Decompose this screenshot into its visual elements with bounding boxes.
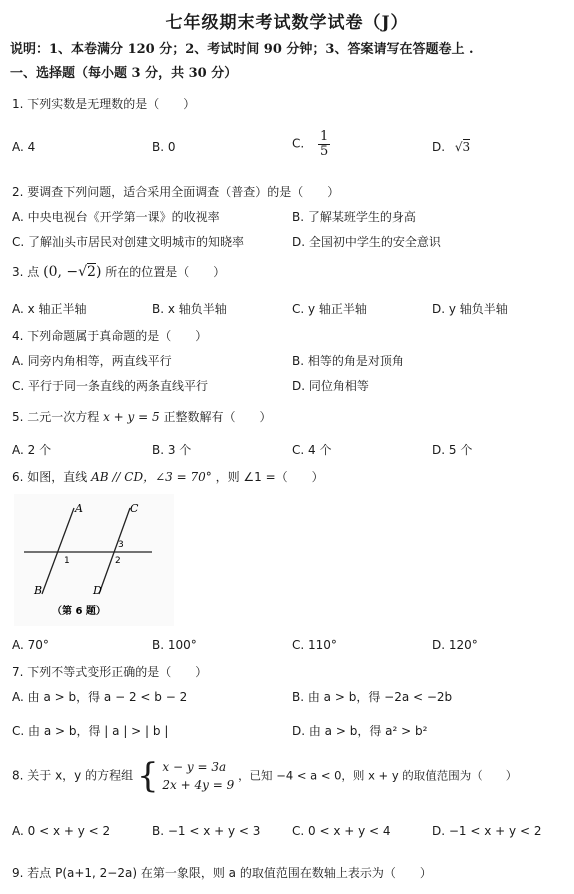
q5-option-d: D. 5 个 — [432, 443, 473, 457]
q4-option-d: D. 同位角相等 — [292, 379, 369, 393]
radicand: 3 — [462, 140, 471, 154]
label-a: A — [75, 502, 83, 515]
system-brace: { — [136, 756, 159, 796]
q1-option-c — [292, 130, 330, 158]
question-8-stem — [12, 758, 517, 794]
q1-option-b: B. 0 — [152, 140, 176, 154]
point-x-part: 0, − — [48, 264, 79, 280]
q1-option-c-label: C. — [292, 136, 305, 151]
q7-option-d: D. 由 a > b，得 a² > b² — [292, 724, 428, 738]
exam-notes: 说明：1、本卷满分 120 分；2、考试时间 90 分钟；3、答案请写在答题卷上 . — [10, 42, 474, 57]
q3-option-d: D. y 轴负半轴 — [432, 302, 508, 316]
section-heading: 一、选择题（每小题 3 分，共 30 分） — [10, 66, 238, 81]
label-d: D — [93, 584, 102, 597]
q6-option-a: A. 70° — [12, 638, 49, 652]
q6-option-b: B. 100° — [152, 638, 197, 652]
q4-option-c: C. 平行于同一条直线的两条直线平行 — [12, 379, 209, 393]
q3-option-b: B. x 轴负半轴 — [152, 302, 227, 316]
q4-option-a: A. 同旁内角相等，两直线平行 — [12, 354, 172, 368]
q6-stem-prefix: 6. 如图，直线 — [12, 470, 88, 484]
q2-option-b: B. 了解某班学生的身高 — [292, 210, 416, 224]
q1-option-a: A. 4 — [12, 140, 36, 154]
question-3-stem — [12, 263, 225, 280]
equation-1: x − y = 3a — [162, 760, 227, 774]
question-4-stem: 4. 下列命题属于真命题的是（ ） — [12, 329, 208, 343]
q5-option-c: C. 4 个 — [292, 443, 332, 457]
q4-option-b: B. 相等的角是对顶角 — [292, 354, 404, 368]
q5-equation: x + y = 5 — [103, 410, 160, 424]
q3-stem-suffix: 所在的位置是（ ） — [105, 265, 226, 279]
q8-stem-suffix: ，已知 −4 < a < 0，则 x + y 的取值范围为（ ） — [238, 768, 518, 783]
q2-option-c: C. 了解汕头市居民对创建文明城市的知晓率 — [12, 235, 245, 249]
q8-stem-prefix: 8. 关于 x，y 的方程组 — [12, 768, 134, 783]
page-title: 七年级期末考试数学试卷（J） — [165, 13, 409, 33]
angle-2-label: 2 — [115, 556, 121, 566]
fraction — [318, 130, 330, 158]
question-6-stem — [12, 468, 324, 485]
q8-option-a: A. 0 < x + y < 2 — [12, 824, 111, 838]
equation-system — [162, 758, 234, 794]
q7-option-b: B. 由 a > b，得 −2a < −2b — [292, 690, 453, 704]
q6-option-d: D. 120° — [432, 638, 478, 652]
label-c: C — [130, 502, 139, 515]
equation-2: 2x + 4y = 9 — [162, 778, 235, 792]
figure-caption: （第 6 题） — [52, 606, 106, 617]
q8-option-b: B. −1 < x + y < 3 — [152, 824, 261, 838]
q8-option-c: C. 0 < x + y < 4 — [292, 824, 391, 838]
q5-stem-suffix: 正整数解有（ ） — [163, 410, 272, 424]
question-7-stem: 7. 下列不等式变形正确的是（ ） — [12, 665, 208, 679]
question-1-stem: 1. 下列实数是无理数的是（ ） — [12, 97, 196, 111]
q7-option-a: A. 由 a > b，得 a − 2 < b − 2 — [12, 690, 188, 704]
q2-option-a: A. 中央电视台《开学第一课》的收视率 — [12, 210, 220, 224]
q3-stem-prefix: 3. 点 — [12, 265, 40, 279]
q5-stem-prefix: 5. 二元一次方程 — [12, 410, 100, 424]
q3-option-c: C. y 轴正半轴 — [292, 302, 367, 316]
angle-3-label: 3 — [118, 540, 124, 550]
q1-option-d-label: D. — [432, 140, 446, 154]
q1-option-d — [432, 140, 470, 154]
q5-option-a: A. 2 个 — [12, 443, 52, 457]
question-2-stem: 2. 要调查下列问题，适合采用全面调查（普查）的是（ ） — [12, 185, 340, 199]
angle-1-label: 1 — [64, 556, 70, 566]
question-9-stem: 9. 若点 P(a+1, 2−2a) 在第一象限，则 a 的取值范围在数轴上表示为（ ） — [12, 866, 432, 880]
q7-option-c: C. 由 a > b，得 | a | > | b | — [12, 724, 169, 738]
q5-option-b: B. 3 个 — [152, 443, 192, 457]
q2-option-d: D. 全国初中学生的安全意识 — [292, 235, 441, 249]
question-5-stem — [12, 408, 272, 425]
point-radicand: 2 — [87, 264, 96, 280]
q6-option-c: C. 110° — [292, 638, 337, 652]
q8-option-d: D. −1 < x + y < 2 — [432, 824, 542, 838]
q6-condition: AB // CD，∠3 = 70° — [91, 470, 212, 484]
point-coordinates: (0, −√2) — [43, 264, 102, 280]
fraction-denominator: 5 — [320, 143, 329, 159]
q6-figure — [14, 494, 174, 626]
q3-option-a: A. x 轴正半轴 — [12, 302, 87, 316]
q6-stem-suffix: ，则 ∠1 =（ ） — [215, 470, 324, 484]
fraction-numerator: 1 — [320, 129, 329, 144]
sqrt-expression: √3 — [454, 140, 471, 154]
label-b: B — [34, 584, 43, 597]
